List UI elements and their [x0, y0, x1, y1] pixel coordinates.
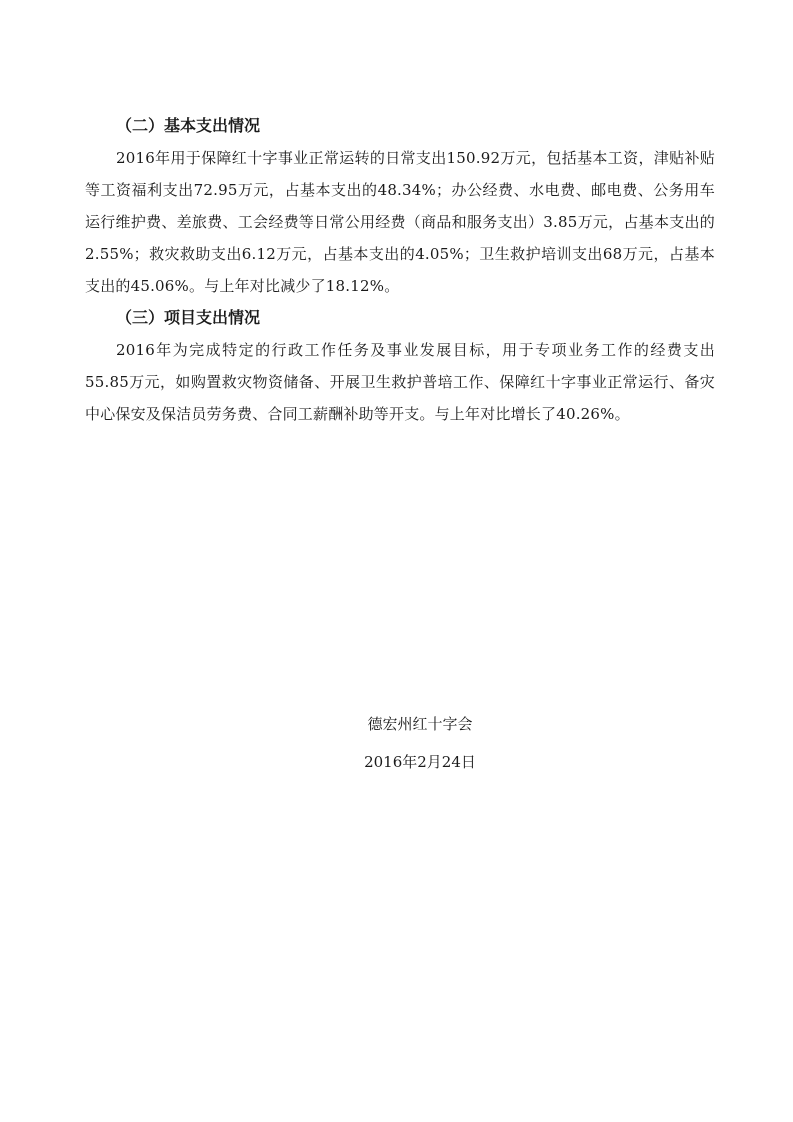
paragraph-project-expenditure: 2016年为完成特定的行政工作任务及事业发展目标，用于专项业务工作的经费支出55.85万元，如购置救灾物资储备、开展卫生救护普培工作、保障红十字事业正常运行、备灾中心保安及保洁员劳务费、合同工薪酬补助等开支。与上年对比增长了40.26%。 — [85, 341, 715, 423]
section-heading-basic-expenditure: （二）基本支出情况 — [116, 116, 261, 135]
section-heading-project-expenditure: （三）项目支出情况 — [116, 308, 261, 327]
document-body — [85, 110, 715, 430]
signature-date: 2016年2月24日 — [364, 753, 476, 771]
paragraph-basic-expenditure: 2016年用于保障红十字事业正常运转的日常支出150.92万元，包括基本工资，津贴补贴等工资福利支出72.95万元，占基本支出的48.34%；办公经费、水电费、邮电费、公务用车运行维护费、差旅费、工会经费等日常公用经费（商品和服务支出）3.85万元，占基本支出的2.55%；救灾救助支出6.12万元，占基本支出的4.05%；卫生救护培训支出68万元，占基本支出的45.06%。与上年对比减少了18.12%。 — [85, 149, 715, 295]
signature-organization: 德宏州红十字会 — [367, 715, 473, 733]
